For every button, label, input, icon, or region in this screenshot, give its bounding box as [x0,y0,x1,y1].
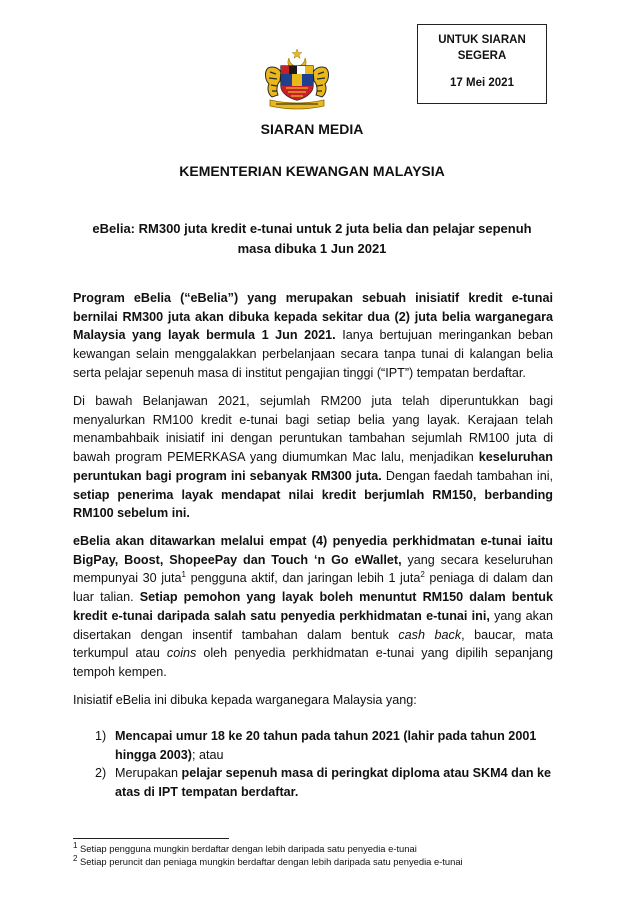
list-item [95,727,555,764]
paragraph-3 [73,532,553,682]
paragraph-1-text: Ianya bertujuan meringankan beban kewangan selain menggalakkan perbelanjaan secara tanpa tunai di kalangan belia serta pelajar sepenuh masa di institut pengajian tinggi (“IPT”) tempatan berdaftar. [73,328,553,380]
footnote-mark: 2 [73,853,78,863]
paragraph-2-bold-a: keseluruhan peruntukan bagi program ini sebanyak RM300 juta. [73,450,553,483]
ministry-name: KEMENTERIAN KEWANGAN MALAYSIA [179,163,445,179]
paragraph-3-text-f: oleh penyedia perkhidmatan e-tunai yang dipilih sepanjang tempoh kempen. [73,646,553,679]
paragraph-2-text-b: Dengan faedah tambahan ini, [381,468,553,483]
paragraph-3-text-b: pengguna aktif, dan jaringan lebih 1 juta [186,571,421,586]
footnote-text: Setiap peruncit dan peniaga mungkin berdaftar dengan lebih daripada satu penyedia e-tunai [77,856,463,867]
paragraph-4: Inisiatif eBelia ini dibuka kepada warganegara Malaysia yang: [73,693,417,707]
footnote-1 [73,840,417,855]
footnote-ref-2: 2 [420,570,425,580]
coat-of-arms-crest-icon [262,48,332,110]
list-item-number: 1) [95,729,107,743]
paragraph-3-italic-a: cash back [398,627,462,642]
footnote-ref-1: 1 [181,570,186,580]
footnote-mark: 1 [73,840,78,850]
page-title: SIARAN MEDIA [260,121,364,137]
release-date: 17 Mei 2021 [450,77,514,89]
paragraph-3-text-c: peniaga di dalam dan luar talian. [73,571,553,605]
list-item-text [115,764,555,801]
list-item-prefix: Merupakan [115,766,182,780]
list-item [95,764,555,801]
press-headline [90,219,534,259]
release-label-line1: UNTUK SIARAN [438,34,526,46]
list-item-bold: pelajar sepenuh masa di peringkat diploma atau SKM4 dan ke atas di IPT tempatan berdaftar. [115,766,552,799]
list-item-text [115,727,555,764]
headline-line1: eBelia: RM300 juta kredit e-tunai untuk 2 juta belia dan pelajar sepenuh [92,221,532,236]
paragraph-1-bold: Program eBelia (“eBelia”) yang merupakan sebuah inisiatif kredit e-tunai bernilai RM300 juta akan dibuka kepada sekitar dua (2) juta belia warganegara Malaysia yang layak bermula 1 Jun 2021. [73,291,553,343]
eligibility-list [95,727,555,801]
release-label-line2: SEGERA [457,50,507,62]
paragraph-2 [73,392,553,523]
paragraph-3-text-a: yang secara keseluruhan mempunyai 30 juta [73,552,553,586]
paragraph-2-text-a: Di bawah Belanjawan 2021, sejumlah RM200 juta telah diperuntukkan bagi menyalurkan RM100 kredit e-tunai bagi setiap belia yang layak. Kerajaan telah menambahbaik inisiatif ini dengan peruntukan tambahan sejumlah RM100 juta di bawah program PEMERKASA yang diumumkan Mac lalu, menjadikan [73,394,553,465]
paragraph-1 [73,289,553,383]
list-item-suffix: ; atau [191,747,224,762]
paragraph-3-text-d: yang akan disertakan dengan insentif tambahan dalam bentuk [73,608,553,642]
paragraph-3-bold-a: eBelia akan ditawarkan melalui empat (4) penyedia perkhidmatan e-tunai iaitu BigPay, Boost, ShopeePay dan Touch ‘n Go eWallet, [73,534,553,567]
paragraph-3-text-e: , baucar, mata terkumpul atau [73,627,554,661]
footnote-divider [73,838,229,839]
list-item-bold: Mencapai umur 18 ke 20 tahun pada tahun 2021 (lahir pada tahun 2001 hingga 2003) [115,729,537,762]
paragraph-3-italic-b: coins [166,646,197,661]
headline-line2: masa dibuka 1 Jun 2021 [237,241,387,256]
footnote-2 [73,853,463,868]
release-notice-box [417,24,547,104]
paragraph-3-bold-b: Setiap pemohon yang layak boleh menuntut RM150 dalam bentuk kredit e-tunai daripada salah satu penyedia perkhidmatan e-tunai ini, [73,590,554,623]
footnote-text: Setiap pengguna mungkin berdaftar dengan lebih daripada satu penyedia e-tunai [77,843,417,854]
paragraph-2-bold-b: setiap penerima layak mendapat nilai kredit berjumlah RM150, berbanding RM100 sebelum ini. [73,487,553,521]
list-item-number: 2) [95,766,107,780]
